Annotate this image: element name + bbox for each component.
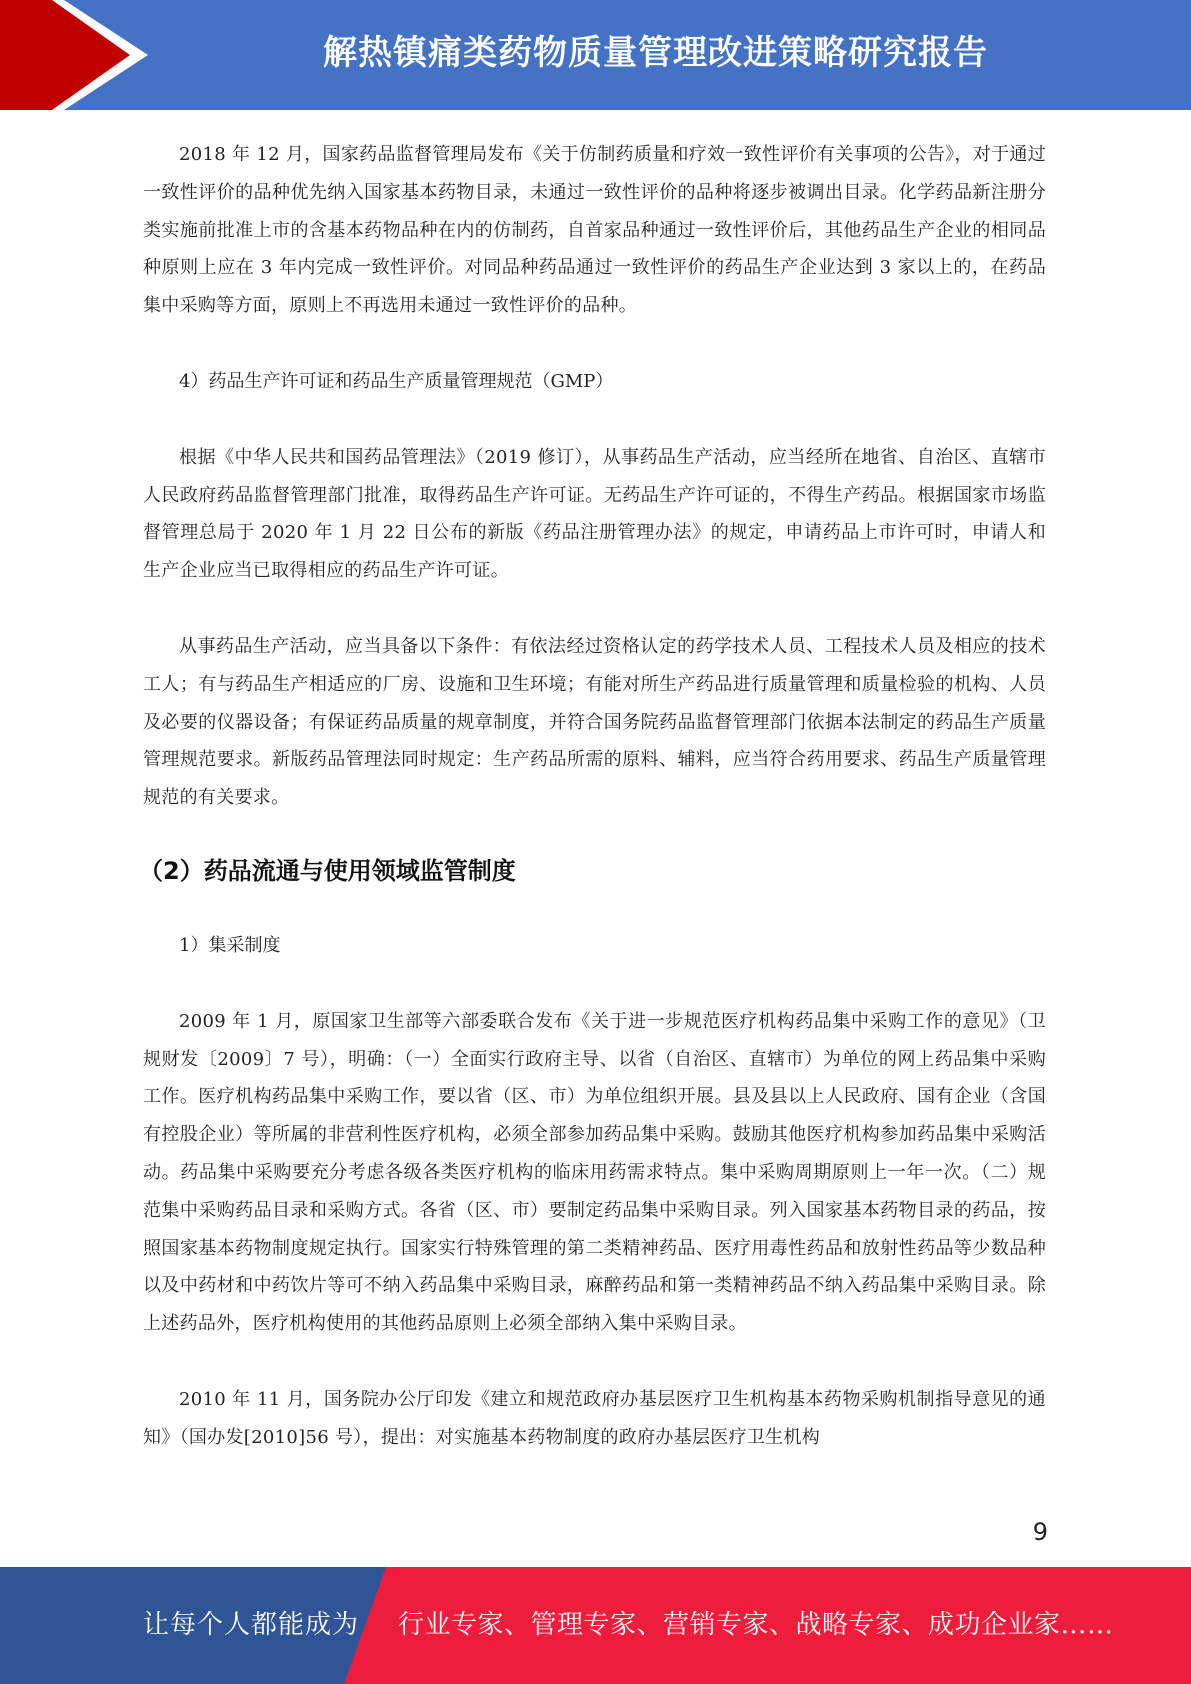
report-title: 解热镇痛类药物质量管理改进策略研究报告 [323,33,988,73]
footer-slogan-left: 让每个人都能成为 [143,1610,360,1640]
document-body [139,136,1046,1495]
subheading-centralized-procurement: 1）集采制度 [179,934,281,956]
page-number: 9 [1032,1518,1048,1546]
subheading-gmp: 4）药品生产许可证和药品生产质量管理规范（GMP） [179,370,614,392]
page-header [0,0,1191,110]
section-heading-circulation-regulation: （2）药品流通与使用领域监管制度 [139,856,516,885]
paragraph-consistency-evaluation: 2018 年 12 月，国家药品监督管理局发布《关于仿制药质量和疗效一致性评价有关事项的公告》，对于通过一致性评价的品种优先纳入国家基本药物目录，未通过一致性评价的品种将逐步被调出目录。化学药品新注册分类实施前批准上市的含基本药物品种在内的仿制药，自首家品种通过一致性评价后，其他药品生产企业的相同品种原则上应在 3 年内完成一致性评价。对同品种药品通过一致性评价的药品生产企业达到 3 家以上的，在药品集中采购等方面，原则上不再选用未通过一致性评价的品种。 [143,144,1046,317]
paragraph-procurement-2009: 2009 年 1 月，原国家卫生部等六部委联合发布《关于进一步规范医疗机构药品集中采购工作的意见》（卫规财发〔2009〕7 号），明确：（一）全面实行政府主导、以省（自治区、直辖市）为单位的网上药品集中采购工作。医疗机构药品集中采购工作，要以省（区、市）为单位组织开展。县及县以上人民政府、国有企业（含国有控股企业）等所属的非营利性医疗机构，必须全部参加药品集中采购。鼓励其他医疗机构参加药品集中采购活动。药品集中采购要充分考虑各级各类医疗机构的临床用药需求特点。集中采购周期原则上一年一次。（二）规范集中采购药品目录和采购方式。各省（区、市）要制定药品集中采购目录。列入国家基本药物目录的药品，按照国家基本药物制度规定执行。国家实行特殊管理的第二类精神药品、医疗用毒性药品和放射性药品等少数品种以及中药材和中药饮片等可不纳入药品集中采购目录，麻醉药品和第一类精神药品不纳入药品集中采购目录。除上述药品外，医疗机构使用的其他药品原则上必须全部纳入集中采购目录。 [143,1010,1046,1335]
footer-slogan-right: 行业专家、管理专家、营销专家、战略专家、成功企业家…… [398,1610,1114,1640]
page-footer [0,1567,1191,1684]
paragraph-production-conditions: 从事药品生产活动，应当具备以下条件：有依法经过资格认定的药学技术人员、工程技术人员及相应的技术工人；有与药品生产相适应的厂房、设施和卫生环境；有能对所生产药品进行质量管理和质量检验的机构、人员及必要的仪器设备；有保证药品质量的规章制度，并符合国务院药品监督管理部门依据本法制定的药品生产质量管理规范要求。新版药品管理法同时规定：生产药品所需的原料、辅料，应当符合药用要求、药品生产质量管理规范的有关要求。 [143,635,1046,809]
paragraph-procurement-2010: 2010 年 11 月，国务院办公厅印发《建立和规范政府办基层医疗卫生机构基本药物采购机制指导意见的通知》（国办发[2010]56 号），提出：对实施基本药物制度的政府办基层医疗卫生机构 [143,1388,1046,1448]
paragraph-production-license: 根据《中华人民共和国药品管理法》（2019 修订），从事药品生产活动，应当经所在地省、自治区、直辖市人民政府药品监督管理部门批准，取得药品生产许可证。无药品生产许可证的，不得生产药品。根据国家市场监督管理总局于 2020 年 1 月 22 日公布的新版《药品注册管理办法》的规定，申请药品上市许可时，申请人和生产企业应当已取得相应的药品生产许可证。 [143,446,1046,582]
header-chevron-decoration [0,0,150,110]
